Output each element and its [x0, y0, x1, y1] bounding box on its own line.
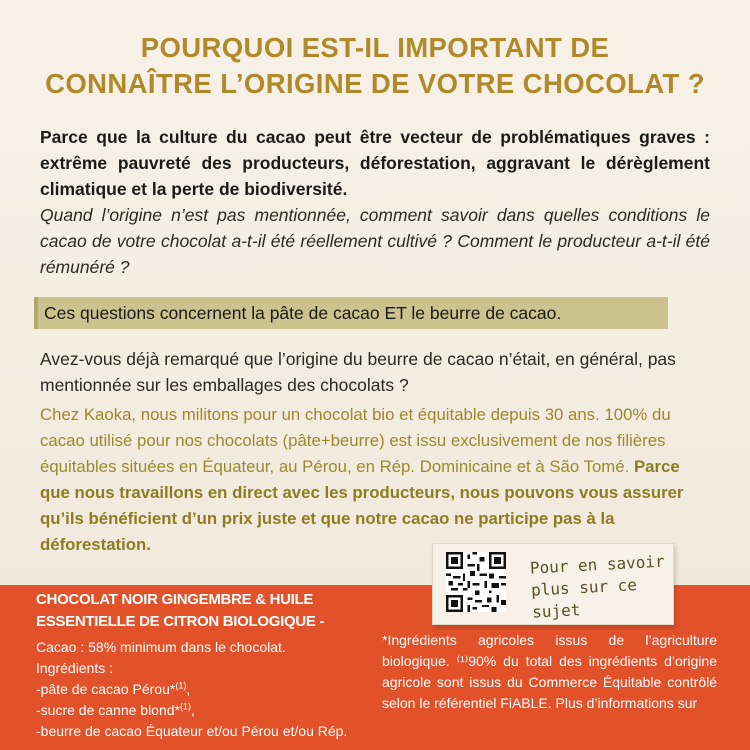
- ingredient-item: -sucre de canne blond*$^{(1)}$,: [36, 701, 195, 718]
- ingredients-list: [36, 637, 366, 742]
- qr-caption: Pour en savoir plus sur ce sujet: [529, 551, 666, 622]
- product-title-line-2: ESSENTIELLE DE CITRON BIOLOGIQUE -: [36, 613, 325, 630]
- ingredient-item: -pâte de cacao Pérou*$^{(1)}$,: [36, 680, 191, 697]
- product-title-line-1: CHOCOLAT NOIR GINGEMBRE & HUILE: [36, 591, 314, 608]
- headline-line-1: POURQUOI EST-IL IMPORTANT DE: [140, 32, 610, 63]
- highlight-banner: Ces questions concernent la pâte de cacao ET le beurre de cacao.: [34, 297, 668, 329]
- intro-italic-paragraph: Quand l’origine n’est pas mentionnée, comment savoir dans quelles conditions le cacao de votre chocolat a-t-il été réellement cultivé ? Comment le producteur a-t-il été rémunéré ?: [40, 205, 710, 277]
- intro-bold-paragraph: Parce que la culture du cacao peut être vecteur de problématiques graves : extrême pauvreté des producteurs, déforestation, aggravant le dérèglement climatique et la perte de biodiversité.: [40, 127, 710, 199]
- product-title: [36, 589, 356, 633]
- headline: [0, 30, 750, 102]
- ingredients-label: Ingrédients :: [36, 660, 114, 676]
- qr-card[interactable]: [432, 543, 674, 625]
- organic-footnote: *Ingrédients agricoles issus de l’agriculture biologique. ⁽¹⁾90% du total des ingrédients d’origine agricole sont issus du Commerce Équitable contrôlé selon le référentiel FiABLE. Plus d’informations sur: [382, 632, 717, 711]
- headline-line-2: CONNAÎTRE L’ORIGINE DE VOTRE CHOCOLAT ?: [45, 68, 705, 99]
- question-paragraph: Avez-vous déjà remarqué que l’origine du beurre de cacao n’était, en général, pas mentionnée sur les emballages des chocolats ?: [40, 349, 676, 395]
- kaoka-paragraph: [40, 402, 710, 558]
- cacao-percentage: Cacao : 58% minimum dans le chocolat.: [36, 639, 286, 655]
- qr-code-icon[interactable]: [446, 552, 506, 612]
- kaoka-text: Chez Kaoka, nous militons pour un chocolat bio et équitable depuis 30 ans. 100% du cacao utilisé pour nos chocolats (pâte+beurre) est issu exclusivement de nos filières équitables situées en Équateur, au Pérou, en Rép. Dominicaine et à São Tomé.: [40, 405, 671, 476]
- kaoka-bold-text: Parce que nous travaillons en direct avec les producteurs, nous pouvons vous assurer qu’ils bénéficient d’un prix juste et que notre cacao ne participe pas à la déforestation.: [40, 457, 684, 554]
- ingredient-item: -beurre de cacao Équateur et/ou Pérou et/ou Rép.: [36, 723, 348, 739]
